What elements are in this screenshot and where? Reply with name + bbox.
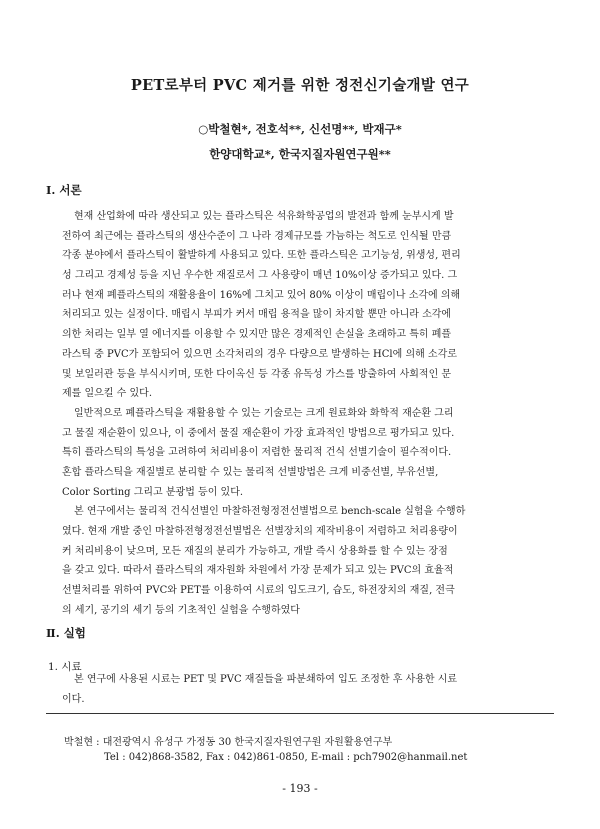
section-heading-introduction: Ⅰ. 서론 [46,183,82,197]
affiliation-list: 한양대학교*, 한국지질자원연구원** [209,147,391,161]
body-line: 각종 분야에서 플라스틱이 활발하게 사용되고 있다. 또한 플라스틱은 고기능성, 위생성, 편리 [62,250,461,262]
sample-body [62,670,550,709]
body-line: 본 연구에 사용된 시료는 PET 및 PVC 재질들을 파분쇄하여 입도 조정한 후 사용한 시료 [74,674,458,685]
footnote-contact: Tel : 042)868-3582, Fax : 042)861-0850, E-mail : pch7902@hanmail.net [104,752,468,763]
body-line: 처리되고 있는 실정이다. 매립시 부피가 커서 매립 용적을 많이 차지할 뿐만 아니라 소각에 [62,309,452,321]
body-line: 라스틱 중 PVC가 포함되어 있으면 소각처리의 경우 다량으로 발생하는 HCl에 의해 소각로 [62,348,457,360]
body-line: 성 그리고 경제성 등을 지닌 우수한 재질로서 그 사용량이 매년 10%이상 증가되고 있다. 그 [62,270,458,282]
introduction-body [62,207,550,620]
section-heading-experiment: Ⅱ. 실험 [46,626,86,640]
body-line: 일반적으로 폐플라스틱을 재활용할 수 있는 기술로는 크게 원료화와 화학적 재순환 그리 [74,407,454,419]
body-line: 의한 처리는 일부 열 에너지를 이용할 수 있지만 많은 경제적인 손실을 초래하고 특히 폐플 [62,329,452,341]
body-line: 전하여 최근에는 플라스틱의 생산수준이 그 나라 경제규모를 가늠하는 척도로 인식될 만큼 [62,230,452,242]
author-list: ○박철현*, 전호석**, 신선명**, 박재구* [198,122,402,136]
body-line: 러나 현재 폐플라스틱의 재활용율이 16%에 그치고 있어 80% 이상이 매립이나 소각에 의해 [62,289,461,301]
footnote-divider [46,713,554,714]
subsection-heading-sample: 1. 시료 [48,661,82,673]
body-line: 의 세기, 공기의 세기 등의 기초적인 실험을 수행하였다 [62,604,300,616]
body-line: 였다. 현재 개발 중인 마찰하전형정전선별법은 선별장치의 제작비용이 저렴하고 처리용량이 [62,526,458,537]
body-line: 선별처리를 위하여 PVC와 PET를 이용하여 시료의 입도크기, 습도, 하전장치의 재질, 전극 [62,585,455,597]
paper-title: PET로부터 PVC 제거를 위한 정전신기술개발 연구 [130,77,470,94]
body-line: 현재 산업화에 따라 생산되고 있는 플라스틱은 석유화학공업의 발전과 함께 눈부시게 발 [74,211,454,222]
body-line: 및 보일러관 등을 부식시키며, 또한 다이옥신 등 각종 유독성 가스를 방출하여 사회적인 문 [62,368,452,380]
body-line: 본 연구에서는 물리적 건식선별인 마찰하전형정전선별법으로 bench-scale 실험을 수행하 [74,506,466,518]
page-number: - 193 - [282,782,318,795]
body-line: 고 물질 재순환이 있으나, 이 중에서 물질 재순환이 가장 효과적인 방법으로 평가되고 있다. [62,427,455,439]
footnote-address: 박철현 : 대전광역시 유성구 가정동 30 한국지질자원연구원 자원활용연구부 [64,737,393,748]
body-line: 을 갖고 있다. 따라서 플라스틱의 재자원화 차원에서 가장 문제가 되고 있는 PVC의 효율적 [62,565,454,577]
body-line: 커 처리비용이 낮으며, 모든 재질의 분리가 가능하고, 개발 즉시 상용화를 할 수 있는 장점 [62,545,448,557]
body-line: 이다. [62,693,85,705]
body-line: Color Sorting 그리고 분광법 등이 있다. [62,486,244,498]
body-line: 제를 일으킬 수 있다. [62,388,152,400]
body-line: 특히 플라스틱의 특성을 고려하여 처리비용이 저렴한 물리적 건식 선별기술이 필수적이다. [62,447,452,459]
body-line: 혼합 플라스틱을 재질별로 분리할 수 있는 물리적 선별방법은 크게 비중선별, 부유선별, [62,466,439,478]
